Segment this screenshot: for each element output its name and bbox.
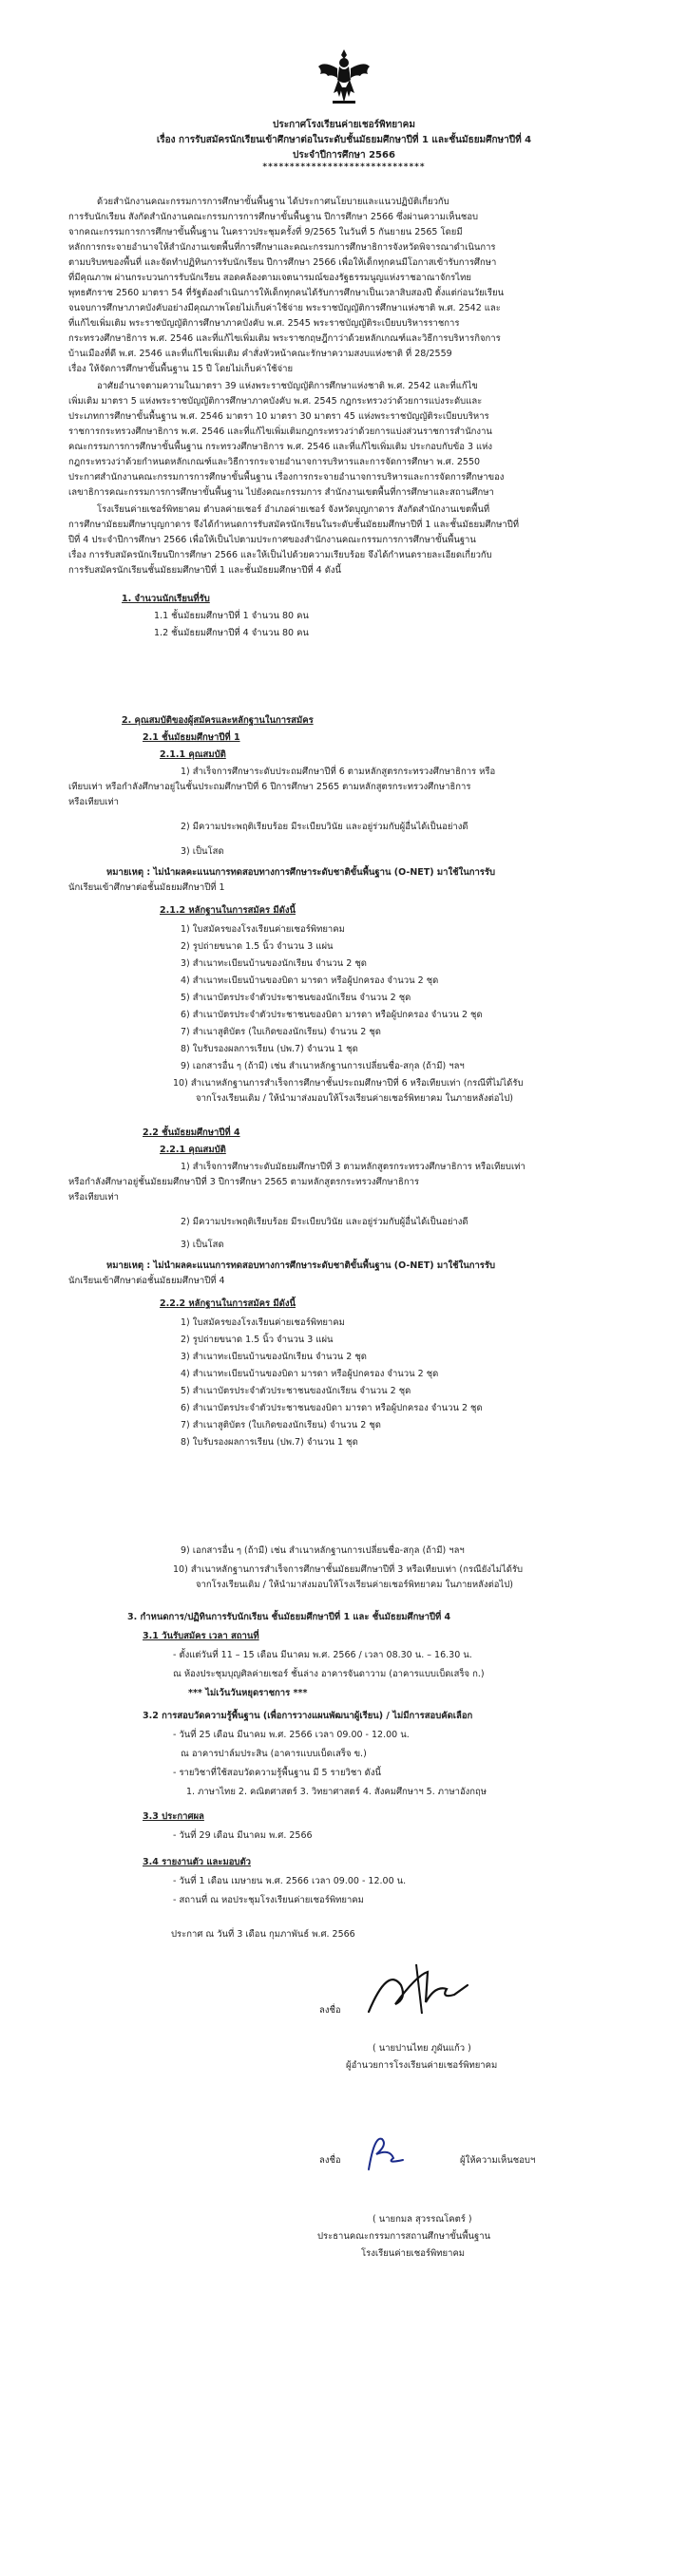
intro2-line: ประเภทการศึกษาขั้นพื้นฐาน พ.ศ. 2546 มาตรา 10 มาตรา 30 มาตรา 45 แห่งพระราชบัญญัติระเบียบบริหาร [68,411,489,422]
m1-doc-item: 8) ใบรับรองผลการเรียน (ปพ.7) จำนวน 1 ชุด [181,1044,358,1054]
m1-qual-line: หรือเทียบเท่า [68,797,120,807]
m1-doc-item: 9) เอกสารอื่น ๆ (ถ้ามี) เช่น สำเนาหลักฐานการเปลี่ยนชื่อ-สกุล (ถ้ามี) ฯลฯ [181,1061,465,1071]
section-1-title: 1. จำนวนนักเรียนที่รับ [122,594,210,604]
m4-docs-title: 2.2.2 หลักฐานในการสมัคร มีดังนี้ [160,1298,296,1309]
signer-2-role: ผู้ให้ความเห็นชอบฯ [460,2155,536,2166]
m4-qual-line: 1) สำเร็จการศึกษาระดับมัธยมศึกษาปีที่ 3 ตามหลักสูตรกระทรวงศึกษาธิการ หรือเทียบเท่า [181,1162,526,1172]
intro-line: จากคณะกรรมการการศึกษาขั้นพื้นฐาน ในคราวประชุมครั้งที่ 9/2565 ในวันที่ 5 กันยายน 2565 โดยมี [68,227,463,237]
m4-doc-item: 8) ใบรับรองผลการเรียน (ปพ.7) จำนวน 1 ชุด [181,1437,358,1448]
m4-doc-item: จากโรงเรียนเดิม / ให้นำมาส่งมอบให้โรงเรียนค่ายเชอร์พิทยาคม ในภายหลังต่อไป) [196,1580,513,1590]
m1-note-cont: นักเรียนเข้าศึกษาต่อชั้นมัธยมศึกษาปีที่ 1 [68,882,225,893]
s32-line: - รายวิชาที่ใช้สอบวัดความรู้พื้นฐาน มี 5 รายวิชา ดังนี้ [173,1768,381,1778]
s34-line: - สถานที่ ณ หอประชุมโรงเรียนค่ายเชอร์พิทยาคม [173,1895,364,1905]
intro2-line: คณะกรรมการการศึกษาขั้นพื้นฐาน กระทรวงศึกษาธิการ พ.ศ. 2546 และที่แก้ไขเพิ่มเติม ประกอบกับข้อ 3 แห่ง [68,442,493,452]
m1-doc-item: 5) สำเนาบัตรประจำตัวประชาชนของนักเรียน จำนวน 2 ชุด [181,993,411,1003]
intro2-line: อาศัยอำนาจตามความในมาตรา 39 แห่งพระราชบัญญัติการศึกษาแห่งชาติ พ.ศ. 2542 และที่แก้ไข [97,381,478,391]
intro3-line: การศึกษามัธยมศึกษาบุญกาดาร จึงได้กำหนดการรับสมัครนักเรียนในระดับชั้นมัธยมศึกษาปีที่ 1 และชั้นมัธยมศึกษาปีที่ [68,520,520,530]
m1-qual-line: 2) มีความประพฤติเรียบร้อย มีระเบียบวินัย และอยู่ร่วมกับผู้อื่นได้เป็นอย่างดี [181,822,468,832]
section-3-title: 3. กำหนดการ/ปฏิทินการรับนักเรียน ชั้นมัธยมศึกษาปีที่ 1 และ ชั้นมัธยมศึกษาปีที่ 4 [127,1612,451,1622]
m4-doc-item: 6) สำเนาบัตรประจำตัวประชาชนของบิดา มารดา หรือผู้ปกครอง จำนวน 2 ชุด [181,1403,483,1413]
m4-qual-line: หรือเทียบเท่า [68,1192,120,1203]
m4-doc-item: 10) สำเนาหลักฐานการสำเร็จการศึกษาชั้นมัธยมศึกษาปีที่ 3 หรือเทียบเท่า (กรณียังไม่ได้รับ [173,1564,524,1575]
m4-doc-item: 3) สำเนาทะเบียนบ้านของนักเรียน จำนวน 2 ชุด [181,1352,367,1362]
signature-label: ลงชื่อ [319,2005,341,2016]
intro-line: กระทรวงศึกษาธิการ พ.ศ. 2546 และที่แก้ไขเพิ่มเติม พระราชกฤษฎีกาว่าด้วยหลักเกณฑ์และวิธีการบริหารกิจการ [68,333,501,344]
m4-doc-item: 4) สำเนาทะเบียนบ้านของบิดา มารดา หรือผู้ปกครอง จำนวน 2 ชุด [181,1369,439,1379]
s33-title: 3.3 ประกาศผล [143,1811,204,1822]
m1-note: หมายเหตุ : ไม่นำผลคะแนนการทดสอบทางการศึกษาระดับชาติขั้นพื้นฐาน (O-NET) มาใช้ในการรับ [106,867,496,878]
m4-qual-line: 3) เป็นโสด [181,1240,224,1250]
intro2-line: ประกาศสำนักงานคณะกรรมการการศึกษาขั้นพื้นฐาน เรื่องการกระจายอำนาจการบริหารและการจัดการศึกษาของ [68,472,505,483]
m1-qual-line: เทียบเท่า หรือกำลังศึกษาอยู่ในชั้นประถมศึกษาปีที่ 6 ปีการศึกษา 2565 ตามหลักสูตรกระทรวงศึกษาธิการ [68,782,471,792]
student-count-row: 1.2 ชั้นมัธยมศึกษาปีที่ 4 จำนวน 80 คน [154,628,309,638]
m1-qual-line: 1) สำเร็จการศึกษาระดับประถมศึกษาปีที่ 6 ตามหลักสูตรกระทรวงศึกษาธิการ หรือ [181,767,496,777]
m4-doc-item: 7) สำเนาสูติบัตร (ใบเกิดของนักเรียน) จำนวน 2 ชุด [181,1420,381,1430]
m1-doc-item: 1) ใบสมัครของโรงเรียนค่ายเชอร์พิทยาคม [181,924,345,935]
intro-line: เรื่อง ให้จัดการศึกษาขั้นพื้นฐาน 15 ปี โดยไม่เก็บค่าใช้จ่าย [68,364,294,374]
m4-qual-title: 2.2.1 คุณสมบัติ [160,1145,226,1155]
intro-line: ด้วยสำนักงานคณะกรรมการการศึกษาขั้นพื้นฐาน ได้ประกาศนโยบายและแนวปฏิบัติเกี่ยวกับ [97,197,449,207]
m1-doc-item: 6) สำเนาบัตรประจำตัวประชาชนของบิดา มารดา หรือผู้ปกครอง จำนวน 2 ชุด [181,1010,483,1020]
intro3-line: เรื่อง การรับสมัครนักเรียนปีการศึกษา 2566 และให้เป็นไปด้วยความเรียบร้อย จึงได้กำหนดรายละเอียดเกี่ยวกับ [68,550,492,560]
intro-line: ตามบริบทของพื้นที่ และจัดทำปฏิทินการรับนักเรียน ปีการศึกษา 2566 เพื่อให้เด็กทุกคนมีโอกาสเข้ารับการศึกษา [68,257,497,268]
s32-title: 3.2 การสอบวัดความรู้พื้นฐาน (เพื่อการวางแผนพัฒนาผู้เรียน) / ไม่มีการสอบคัดเลือก [143,1711,473,1721]
m1-doc-item: 10) สำเนาหลักฐานการสำเร็จการศึกษาชั้นประถมศึกษาปีที่ 6 หรือเทียบเท่า (กรณีที่ไม่ได้รับ [173,1078,524,1089]
m4-title: 2.2 ชั้นมัธยมศึกษาปีที่ 4 [143,1127,240,1138]
m4-qual-line: 2) มีความประพฤติเรียบร้อย มีระเบียบวินัย และอยู่ร่วมกับผู้อื่นได้เป็นอย่างดี [181,1217,468,1227]
m4-doc-item: 2) รูปถ่ายขนาด 1.5 นิ้ว จำนวน 3 แผ่น [181,1335,334,1345]
m1-doc-item: 3) สำเนาทะเบียนบ้านของนักเรียน จำนวน 2 ชุด [181,958,367,969]
m4-note: หมายเหตุ : ไม่นำผลคะแนนการทดสอบทางการศึกษาระดับชาติขั้นพื้นฐาน (O-NET) มาใช้ในการรับ [106,1260,496,1271]
intro-line: ที่แก้ไขเพิ่มเติม พระราชบัญญัติการศึกษาภาคบังคับ พ.ศ. 2545 พระราชบัญญัติระเบียบบริหารราชการ [68,318,460,329]
m4-doc-item: 1) ใบสมัครของโรงเรียนค่ายเชอร์พิทยาคม [181,1317,345,1328]
intro2-line: เพิ่มเติม มาตรา 5 แห่งพระราชบัญญัติการศึกษาภาคบังคับ พ.ศ. 2545 กฎกระทรวงว่าด้วยการแบ่งระดับและ [68,396,483,407]
intro-line: จนจบการศึกษาภาคบังคับอย่างมีคุณภาพโดยไม่เก็บค่าใช้จ่าย พระราชบัญญัติการศึกษาแห่งชาติ พ.ศ. 2542 และ [68,303,501,313]
intro3-line: ปีที่ 4 ประจำปีการศึกษา 2566 เพื่อให้เป็นไปตามประกาศของสำนักงานคณะกรรมการการศึกษาขั้นพื้นฐาน [68,535,476,545]
m4-note-cont: นักเรียนเข้าศึกษาต่อชั้นมัธยมศึกษาปีที่ 4 [68,1276,225,1286]
m4-qual-line: หรือกำลังศึกษาอยู่ชั้นมัธยมศึกษาปีที่ 3 ปีการศึกษา 2565 ตามหลักสูตรกระทรวงศึกษาธิการ [68,1177,420,1187]
m1-qual-title: 2.1.1 คุณสมบัติ [160,749,226,760]
intro2-line: กฎกระทรวงว่าด้วยกำหนดหลักเกณฑ์และวิธีการกระจายอำนาจการบริหารและการจัดการศึกษา พ.ศ. 2550 [68,457,481,467]
m1-doc-item: 7) สำเนาสูติบัตร (ใบเกิดของนักเรียน) จำนวน 2 ชุด [181,1027,381,1037]
m1-doc-item: จากโรงเรียนเดิม / ให้นำมาส่งมอบให้โรงเรียนค่ายเชอร์พิทยาคม ในภายหลังต่อไป) [196,1093,513,1104]
s31-title: 3.1 วันรับสมัคร เวลา สถานที่ [143,1631,259,1641]
signer-2-position: ประธานคณะกรรมการสถานศึกษาขั้นพื้นฐาน [317,2231,491,2242]
s32-line: ณ อาคารปาล์มประสิน (อาคารแบบเบ็ดเสร็จ ข.) [181,1749,367,1759]
s31-line: *** ไม่เว้นวันหยุดราชการ *** [188,1688,308,1698]
intro-line: หลักการกระจายอำนาจให้สำนักงานเขตพื้นที่การศึกษาและคณะกรรมการศึกษาธิการจังหวัดพิจารณาดำเนินการ [68,242,496,253]
garuda-emblem-icon [316,47,372,106]
m1-qual-line: 3) เป็นโสด [181,846,224,857]
s33-line: - วันที่ 29 เดือน มีนาคม พ.ศ. 2566 [173,1830,313,1841]
document-title: ประกาศโรงเรียนค่ายเชอร์พิทยาคม [273,120,415,130]
m1-docs-title: 2.1.2 หลักฐานในการสมัคร มีดังนี้ [160,905,296,916]
intro-line: การรับนักเรียน สังกัดสำนักงานคณะกรรมการการศึกษาขั้นพื้นฐาน ปีการศึกษา 2566 ซึ่งผ่านความเห็นชอบ [68,212,479,222]
intro-line: ที่มีคุณภาพ ผ่านกระบวนการรับนักเรียน สอดคล้องตามเจตนารมณ์ของรัฐธรรมนูญแห่งราชอาณาจักรไทย [68,273,471,283]
signature-label: ลงชื่อ [319,2155,341,2166]
student-count-row: 1.1 ชั้นมัธยมศึกษาปีที่ 1 จำนวน 80 คน [154,611,309,621]
s34-line: - วันที่ 1 เดือน เมษายน พ.ศ. 2566 เวลา 09.00 - 12.00 น. [173,1876,407,1886]
intro-line: บ้านเมืองที่ดี พ.ศ. 2546 และที่แก้ไขเพิ่มเติม คำสั่งหัวหน้าคณะรักษาความสงบแห่งชาติ ที่ 28/2559 [68,349,452,359]
s31-line: - ตั้งแต่วันที่ 11 – 15 เดือน มีนาคม พ.ศ. 2566 / เวลา 08.30 น. – 16.30 น. [173,1650,472,1660]
s31-line: ณ ห้องประชุมบุญศิลค่ายเชอร์ ชั้นล่าง อาคารจันดาวาม (อาคารแบบเบ็ดเสร็จ ก.) [173,1669,485,1679]
divider: ****************************** [262,162,426,172]
section-2-title: 2. คุณสมบัติของผู้สมัครและหลักฐานในการสมัคร [122,715,314,726]
m4-doc-item: 9) เอกสารอื่น ๆ (ถ้ามี) เช่น สำเนาหลักฐานการเปลี่ยนชื่อ-สกุล (ถ้ามี) ฯลฯ [181,1545,465,1556]
s32-line: - วันที่ 25 เดือน มีนาคม พ.ศ. 2566 เวลา 09.00 - 12.00 น. [173,1730,410,1740]
intro2-line: ราชการกระทรวงศึกษาธิการ พ.ศ. 2546 และที่แก้ไขเพิ่มเติมกฎกระทรวงว่าด้วยการแบ่งส่วนราชการสำนักงาน [68,426,492,437]
s34-title: 3.4 รายงานตัว และมอบตัว [143,1857,251,1867]
signer-1-position: ผู้อำนวยการโรงเรียนค่ายเชอร์พิทยาคม [346,2060,498,2071]
m1-title: 2.1 ชั้นมัธยมศึกษาปีที่ 1 [143,732,240,743]
signature-2-image [361,2131,418,2173]
signature-1-image [359,1957,473,2023]
m1-doc-item: 4) สำเนาทะเบียนบ้านของบิดา มารดา หรือผู้ปกครอง จำนวน 2 ชุด [181,975,439,986]
intro3-line: การรับสมัครนักเรียนชั้นมัธยมศึกษาปีที่ 1 และชั้นมัธยมศึกษาปีที่ 4 ดังนี้ [68,565,342,576]
signer-1-name: ( นายปานไทย ภูผันแก้ว ) [373,2043,471,2054]
intro3-line: โรงเรียนค่ายเชอร์พิทยาคม ตำบลค่ายเชอร์ อำเภอค่ายเชอร์ จังหวัดบุญกาดาร สังกัดสำนักงานเขตพื้นที่ [97,504,490,515]
intro-line: พุทธศักราช 2560 มาตรา 54 ที่รัฐต้องดำเนินการให้เด็กทุกคนได้รับการศึกษาเป็นเวลาสิบสองปี ตั้งแต่ก่อนวัยเรียน [68,288,505,298]
announcement-date: ประกาศ ณ วันที่ 3 เดือน กุมภาพันธ์ พ.ศ. 2566 [171,1929,355,1940]
document-subject: เรื่อง การรับสมัครนักเรียนเข้าศึกษาต่อในระดับชั้นมัธยมศึกษาปีที่ 1 และชั้นมัธยมศึกษาปีที่ 4 [156,135,532,145]
m4-doc-item: 5) สำเนาบัตรประจำตัวประชาชนของนักเรียน จำนวน 2 ชุด [181,1386,411,1396]
signer-2-name: ( นายกมล สุวรรณโคตร์ ) [373,2214,472,2225]
intro2-line: เลขาธิการคณะกรรมการการศึกษาขั้นพื้นฐาน ไปยังคณะกรรมการ สำนักงานเขตพื้นที่การศึกษาและสถานศึกษา [68,487,494,498]
m1-doc-item: 2) รูปถ่ายขนาด 1.5 นิ้ว จำนวน 3 แผ่น [181,941,334,952]
signer-2-school: โรงเรียนค่ายเชอร์พิทยาคม [361,2248,466,2259]
academic-year: ประจำปีการศึกษา 2566 [293,150,395,161]
s32-line: 1. ภาษาไทย 2. คณิตศาสตร์ 3. วิทยาศาสตร์ 4. สังคมศึกษาฯ 5. ภาษาอังกฤษ [186,1787,487,1797]
